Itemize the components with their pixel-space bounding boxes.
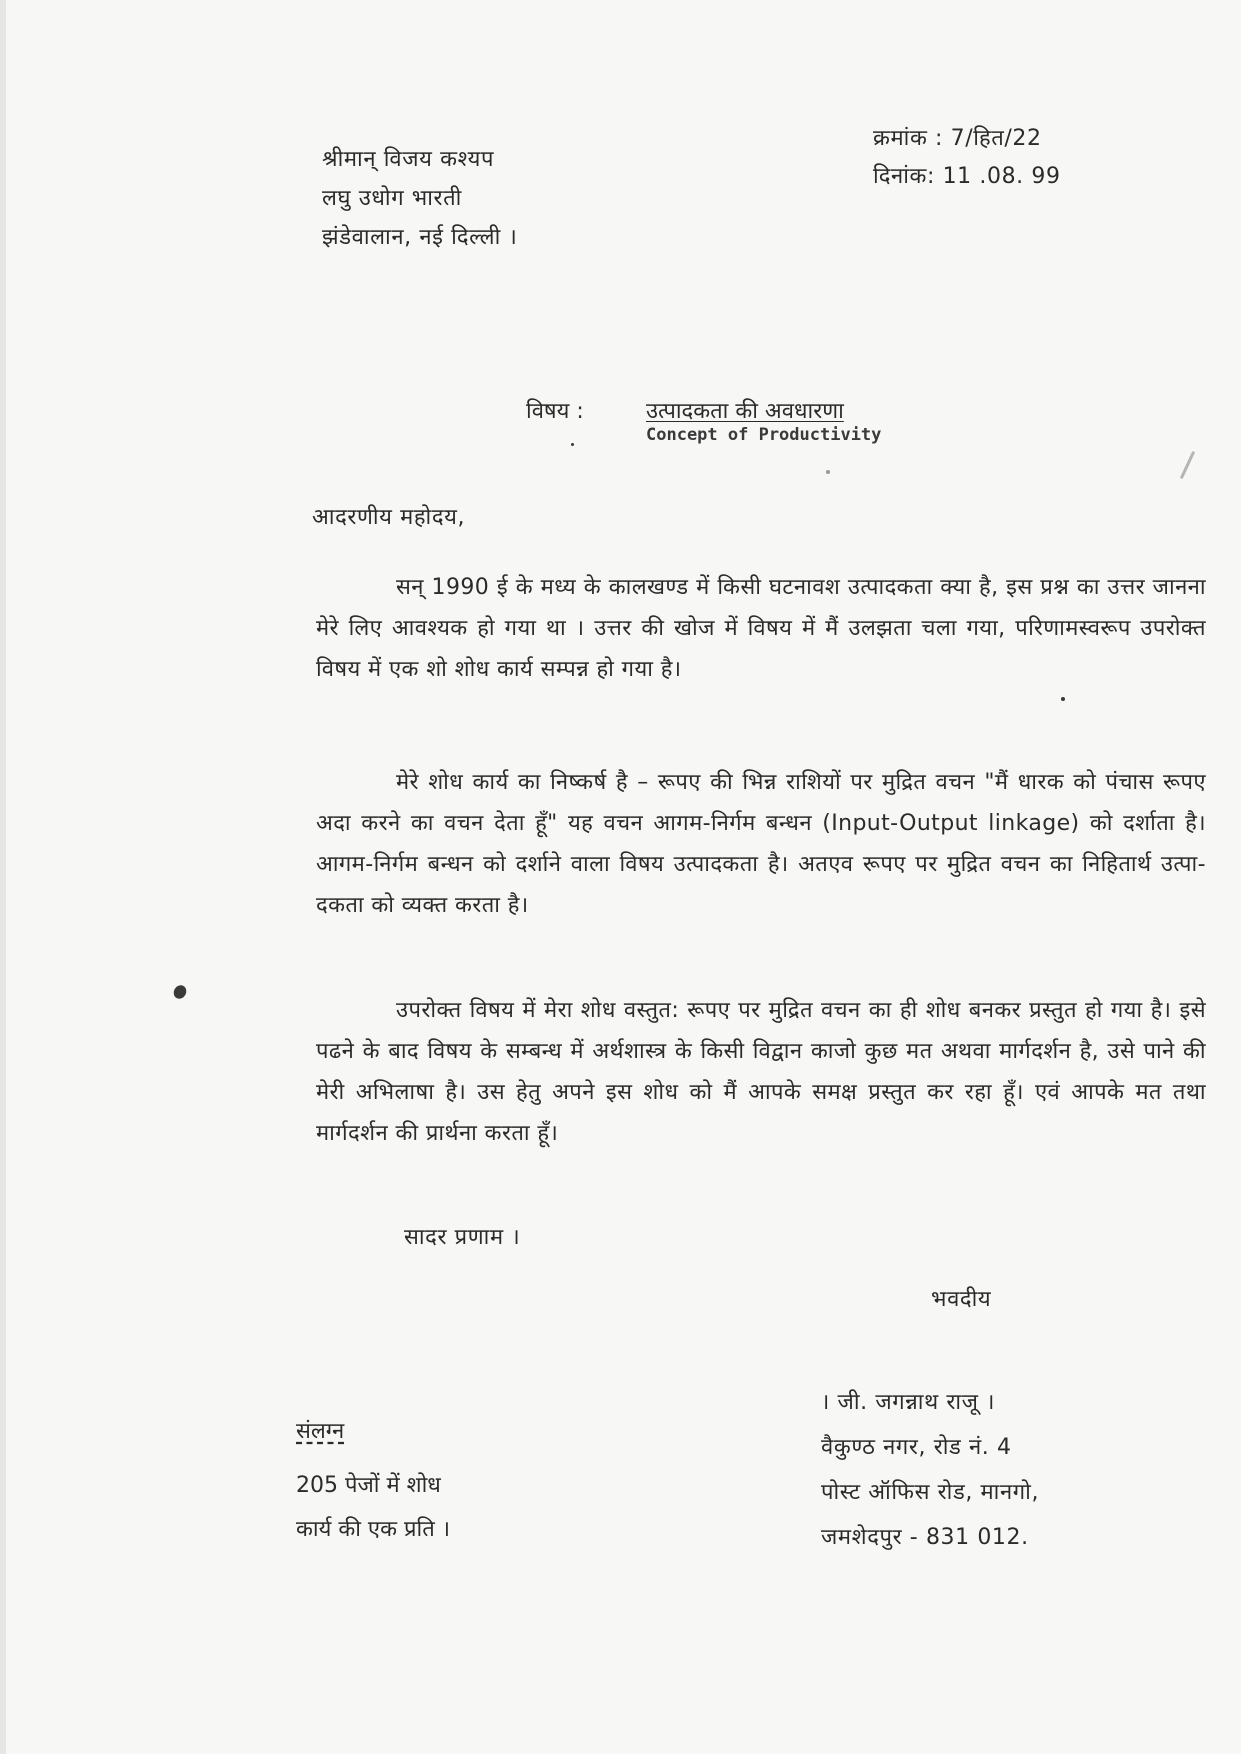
body-paragraph-2: मेरे शोध कार्य का निष्कर्ष है – रूपए की भिन्न राशियों पर मुद्रित वचन "मैं धारक को पंचास रूपए अदा करने का वचन देता हूँ" यह वचन आगम-निर्गम बन्धन (Input-Output linkage) को दर्शाता है। आगम-निर्गम बन्धन को दर्शाने वाला विषय उत्पादकता है। अतएव रूपए पर मुद्रित वचन का निहितार्थ उत्पा-दकता को व्यक्त करता है।	[316, 770, 1206, 918]
subject-english: Concept of Productivity	[646, 425, 882, 445]
body-paragraph-3: उपरोक्त विषय में मेरा शोध वस्तुत: रूपए पर मुद्रित वचन का ही शोध बनकर प्रस्तुत हो गया है। इसे पढने के बाद विषय के सम्बन्ध में अर्थशास्त्र के किसी विद्वान काजो कुछ मत अथवा मार्गदर्शन है, उसे पाने की मेरी अभिलाषा है। उस हेतु अपने इस शोध को मैं आपके समक्ष प्रस्तुत कर रहा हूँ। एवं आपके मत तथा मार्गदर्शन की प्रार्थना करता हूँ।	[316, 998, 1206, 1146]
scan-speck	[571, 443, 574, 446]
subject-label: विषय :	[526, 399, 584, 424]
scan-speck	[1180, 451, 1195, 479]
subject-block	[526, 398, 881, 444]
addressee-organization: लघु उधोग भारती	[322, 186, 462, 211]
sender-block	[821, 1380, 1039, 1560]
enclosure-line-1: 205 पेजों में शोध	[296, 1473, 441, 1498]
enclosure-line-2: कार्य की एक प्रति ।	[296, 1517, 451, 1542]
scan-speck	[171, 983, 188, 1001]
body-paragraph-1: सन् 1990 ई के मध्य के कालखण्ड में किसी घटनावश उत्पादकता क्या है, इस प्रश्न का उत्तर जानना मेरे लिए आवश्यक हो गया था । उत्तर की खोज में विषय में मैं उलझता चला गया, परिणामस्वरूप उपरोक्त विषय में एक शो शोध कार्य सम्पन्न हो गया है।	[316, 575, 1206, 682]
sender-address-line-1: वैकुण्ठ नगर, रोड नं. 4	[821, 1435, 1012, 1460]
sender-city: जमशेदपुर - 831 012.	[821, 1525, 1029, 1550]
enclosure-block	[296, 1410, 450, 1552]
letter-date: दिनांक: 11 .08. 99	[873, 164, 1061, 189]
subject-hindi: उत्पादकता की अवधारणा	[646, 399, 844, 424]
yours-faithfully: भवदीय	[931, 1287, 992, 1312]
reference-block	[873, 120, 1061, 196]
addressee-block	[322, 140, 517, 257]
sender-name: । जी. जगन्नाथ राजू ।	[821, 1390, 996, 1415]
addressee-name: श्रीमान् विजय कश्यप	[322, 147, 495, 172]
reference-number: क्रमांक : 7/हित/22	[873, 126, 1042, 151]
sender-address-line-2: पोस्ट ऑफिस रोड, मानगो,	[821, 1480, 1040, 1505]
enclosure-title: संलग्न	[296, 1419, 345, 1444]
addressee-place: झंडेवालान, नई दिल्ली ।	[322, 225, 518, 250]
salutation: आदरणीय महोदय,	[312, 505, 466, 530]
scan-speck	[826, 470, 830, 474]
scan-speck	[1061, 697, 1065, 701]
closing-greeting: सादर प्रणाम ।	[404, 1225, 521, 1250]
